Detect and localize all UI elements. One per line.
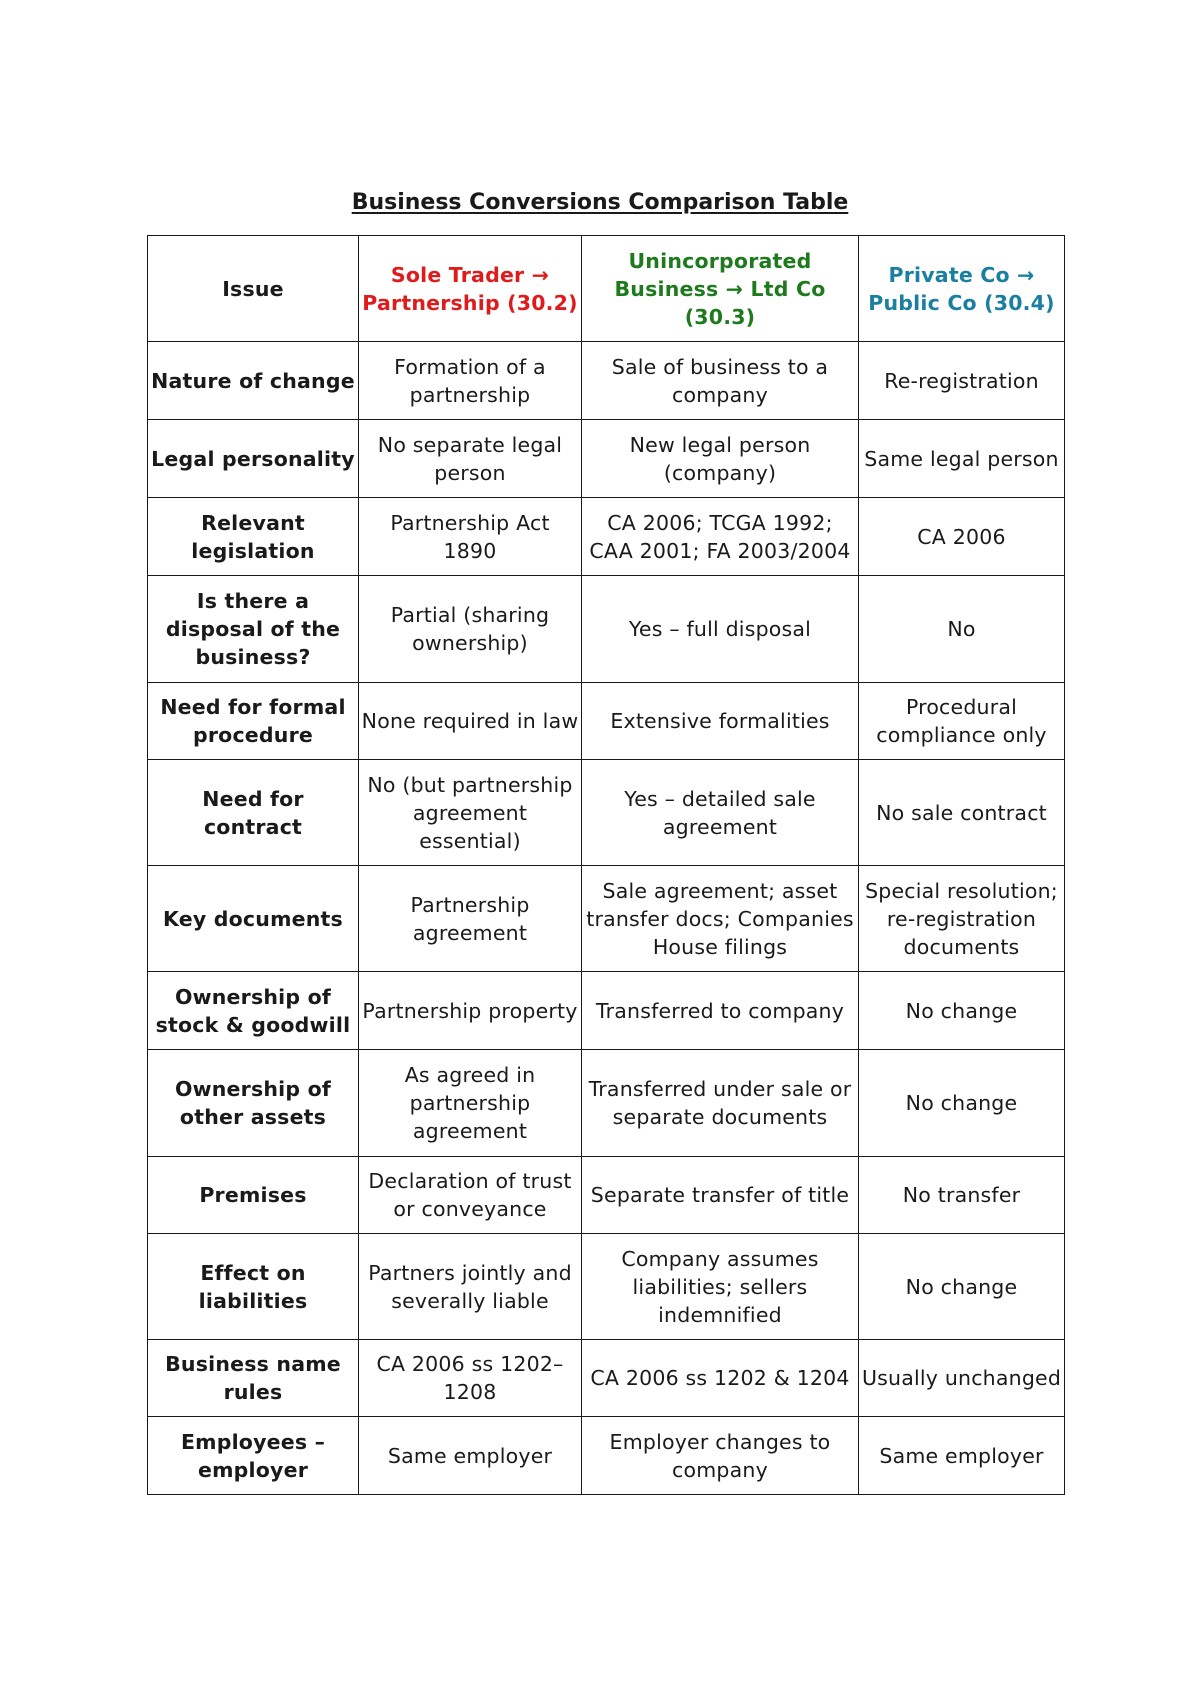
header-row [148, 236, 1065, 342]
table-row [148, 1340, 1065, 1417]
row-issue-cell: Nature of change [148, 342, 359, 420]
row-private-co-cell: Procedural compliance only [859, 683, 1065, 760]
row-sole-trader-cell: Partnership agreement [359, 866, 582, 972]
table-body [148, 342, 1065, 1495]
row-issue-cell: Relevant legislation [148, 498, 359, 576]
table-row [148, 420, 1065, 498]
row-issue-cell: Legal personality [148, 420, 359, 498]
row-unincorporated-cell: Transferred under sale or separate documents [582, 1050, 859, 1157]
table-row [148, 866, 1065, 972]
row-sole-trader-cell: No (but partnership agreement essential) [359, 760, 582, 866]
table-row [148, 760, 1065, 866]
row-private-co-cell: No change [859, 1050, 1065, 1157]
row-sole-trader-cell: Partnership property [359, 972, 582, 1050]
row-private-co-cell: No change [859, 1234, 1065, 1340]
row-issue-cell: Need for contract [148, 760, 359, 866]
row-private-co-cell: No sale contract [859, 760, 1065, 866]
row-issue-cell: Premises [148, 1157, 359, 1234]
row-sole-trader-cell: As agreed in partnership agreement [359, 1050, 582, 1157]
row-issue-cell: Effect on liabilities [148, 1234, 359, 1340]
table-row [148, 342, 1065, 420]
row-issue-cell: Employees – employer [148, 1417, 359, 1495]
table-row [148, 498, 1065, 576]
header-sole-trader: Sole Trader → Partnership (30.2) [359, 236, 582, 342]
row-unincorporated-cell: Yes – detailed sale agreement [582, 760, 859, 866]
row-sole-trader-cell: None required in law [359, 683, 582, 760]
table-row [148, 1050, 1065, 1157]
row-sole-trader-cell: CA 2006 ss 1202–1208 [359, 1340, 582, 1417]
table-row [148, 1157, 1065, 1234]
header-issue: Issue [148, 236, 359, 342]
document-title: Business Conversions Comparison Table [351, 190, 849, 215]
row-sole-trader-cell: Partners jointly and severally liable [359, 1234, 582, 1340]
table-header [148, 236, 1065, 342]
row-sole-trader-cell: Declaration of trust or conveyance [359, 1157, 582, 1234]
row-issue-cell: Business name rules [148, 1340, 359, 1417]
row-sole-trader-cell: Formation of a partnership [359, 342, 582, 420]
row-issue-cell: Is there a disposal of the business? [148, 576, 359, 683]
row-sole-trader-cell: Partnership Act 1890 [359, 498, 582, 576]
row-sole-trader-cell: Same employer [359, 1417, 582, 1495]
row-unincorporated-cell: Company assumes liabilities; sellers indemnified [582, 1234, 859, 1340]
row-unincorporated-cell: Sale of business to a company [582, 342, 859, 420]
table-row [148, 972, 1065, 1050]
comparison-table [147, 235, 1065, 1495]
row-unincorporated-cell: New legal person (company) [582, 420, 859, 498]
row-private-co-cell: Usually unchanged [859, 1340, 1065, 1417]
row-private-co-cell: No change [859, 972, 1065, 1050]
header-private-co: Private Co → Public Co (30.4) [859, 236, 1065, 342]
row-unincorporated-cell: Transferred to company [582, 972, 859, 1050]
row-unincorporated-cell: Employer changes to company [582, 1417, 859, 1495]
row-unincorporated-cell: CA 2006 ss 1202 & 1204 [582, 1340, 859, 1417]
row-private-co-cell: No transfer [859, 1157, 1065, 1234]
row-private-co-cell: No [859, 576, 1065, 683]
row-unincorporated-cell: Sale agreement; asset transfer docs; Companies House filings [582, 866, 859, 972]
row-private-co-cell: Same legal person [859, 420, 1065, 498]
table-row [148, 576, 1065, 683]
row-private-co-cell: Re-registration [859, 342, 1065, 420]
header-unincorporated: Unincorporated Business → Ltd Co (30.3) [582, 236, 859, 342]
row-issue-cell: Ownership of other assets [148, 1050, 359, 1157]
row-issue-cell: Need for formal procedure [148, 683, 359, 760]
row-private-co-cell: CA 2006 [859, 498, 1065, 576]
row-private-co-cell: Special resolution; re-registration documents [859, 866, 1065, 972]
row-unincorporated-cell: CA 2006; TCGA 1992; CAA 2001; FA 2003/2004 [582, 498, 859, 576]
row-unincorporated-cell: Extensive formalities [582, 683, 859, 760]
row-unincorporated-cell: Yes – full disposal [582, 576, 859, 683]
table-row [148, 683, 1065, 760]
table-row [148, 1417, 1065, 1495]
row-unincorporated-cell: Separate transfer of title [582, 1157, 859, 1234]
row-issue-cell: Ownership of stock & goodwill [148, 972, 359, 1050]
row-issue-cell: Key documents [148, 866, 359, 972]
row-private-co-cell: Same employer [859, 1417, 1065, 1495]
row-sole-trader-cell: No separate legal person [359, 420, 582, 498]
row-sole-trader-cell: Partial (sharing ownership) [359, 576, 582, 683]
table-row [148, 1234, 1065, 1340]
